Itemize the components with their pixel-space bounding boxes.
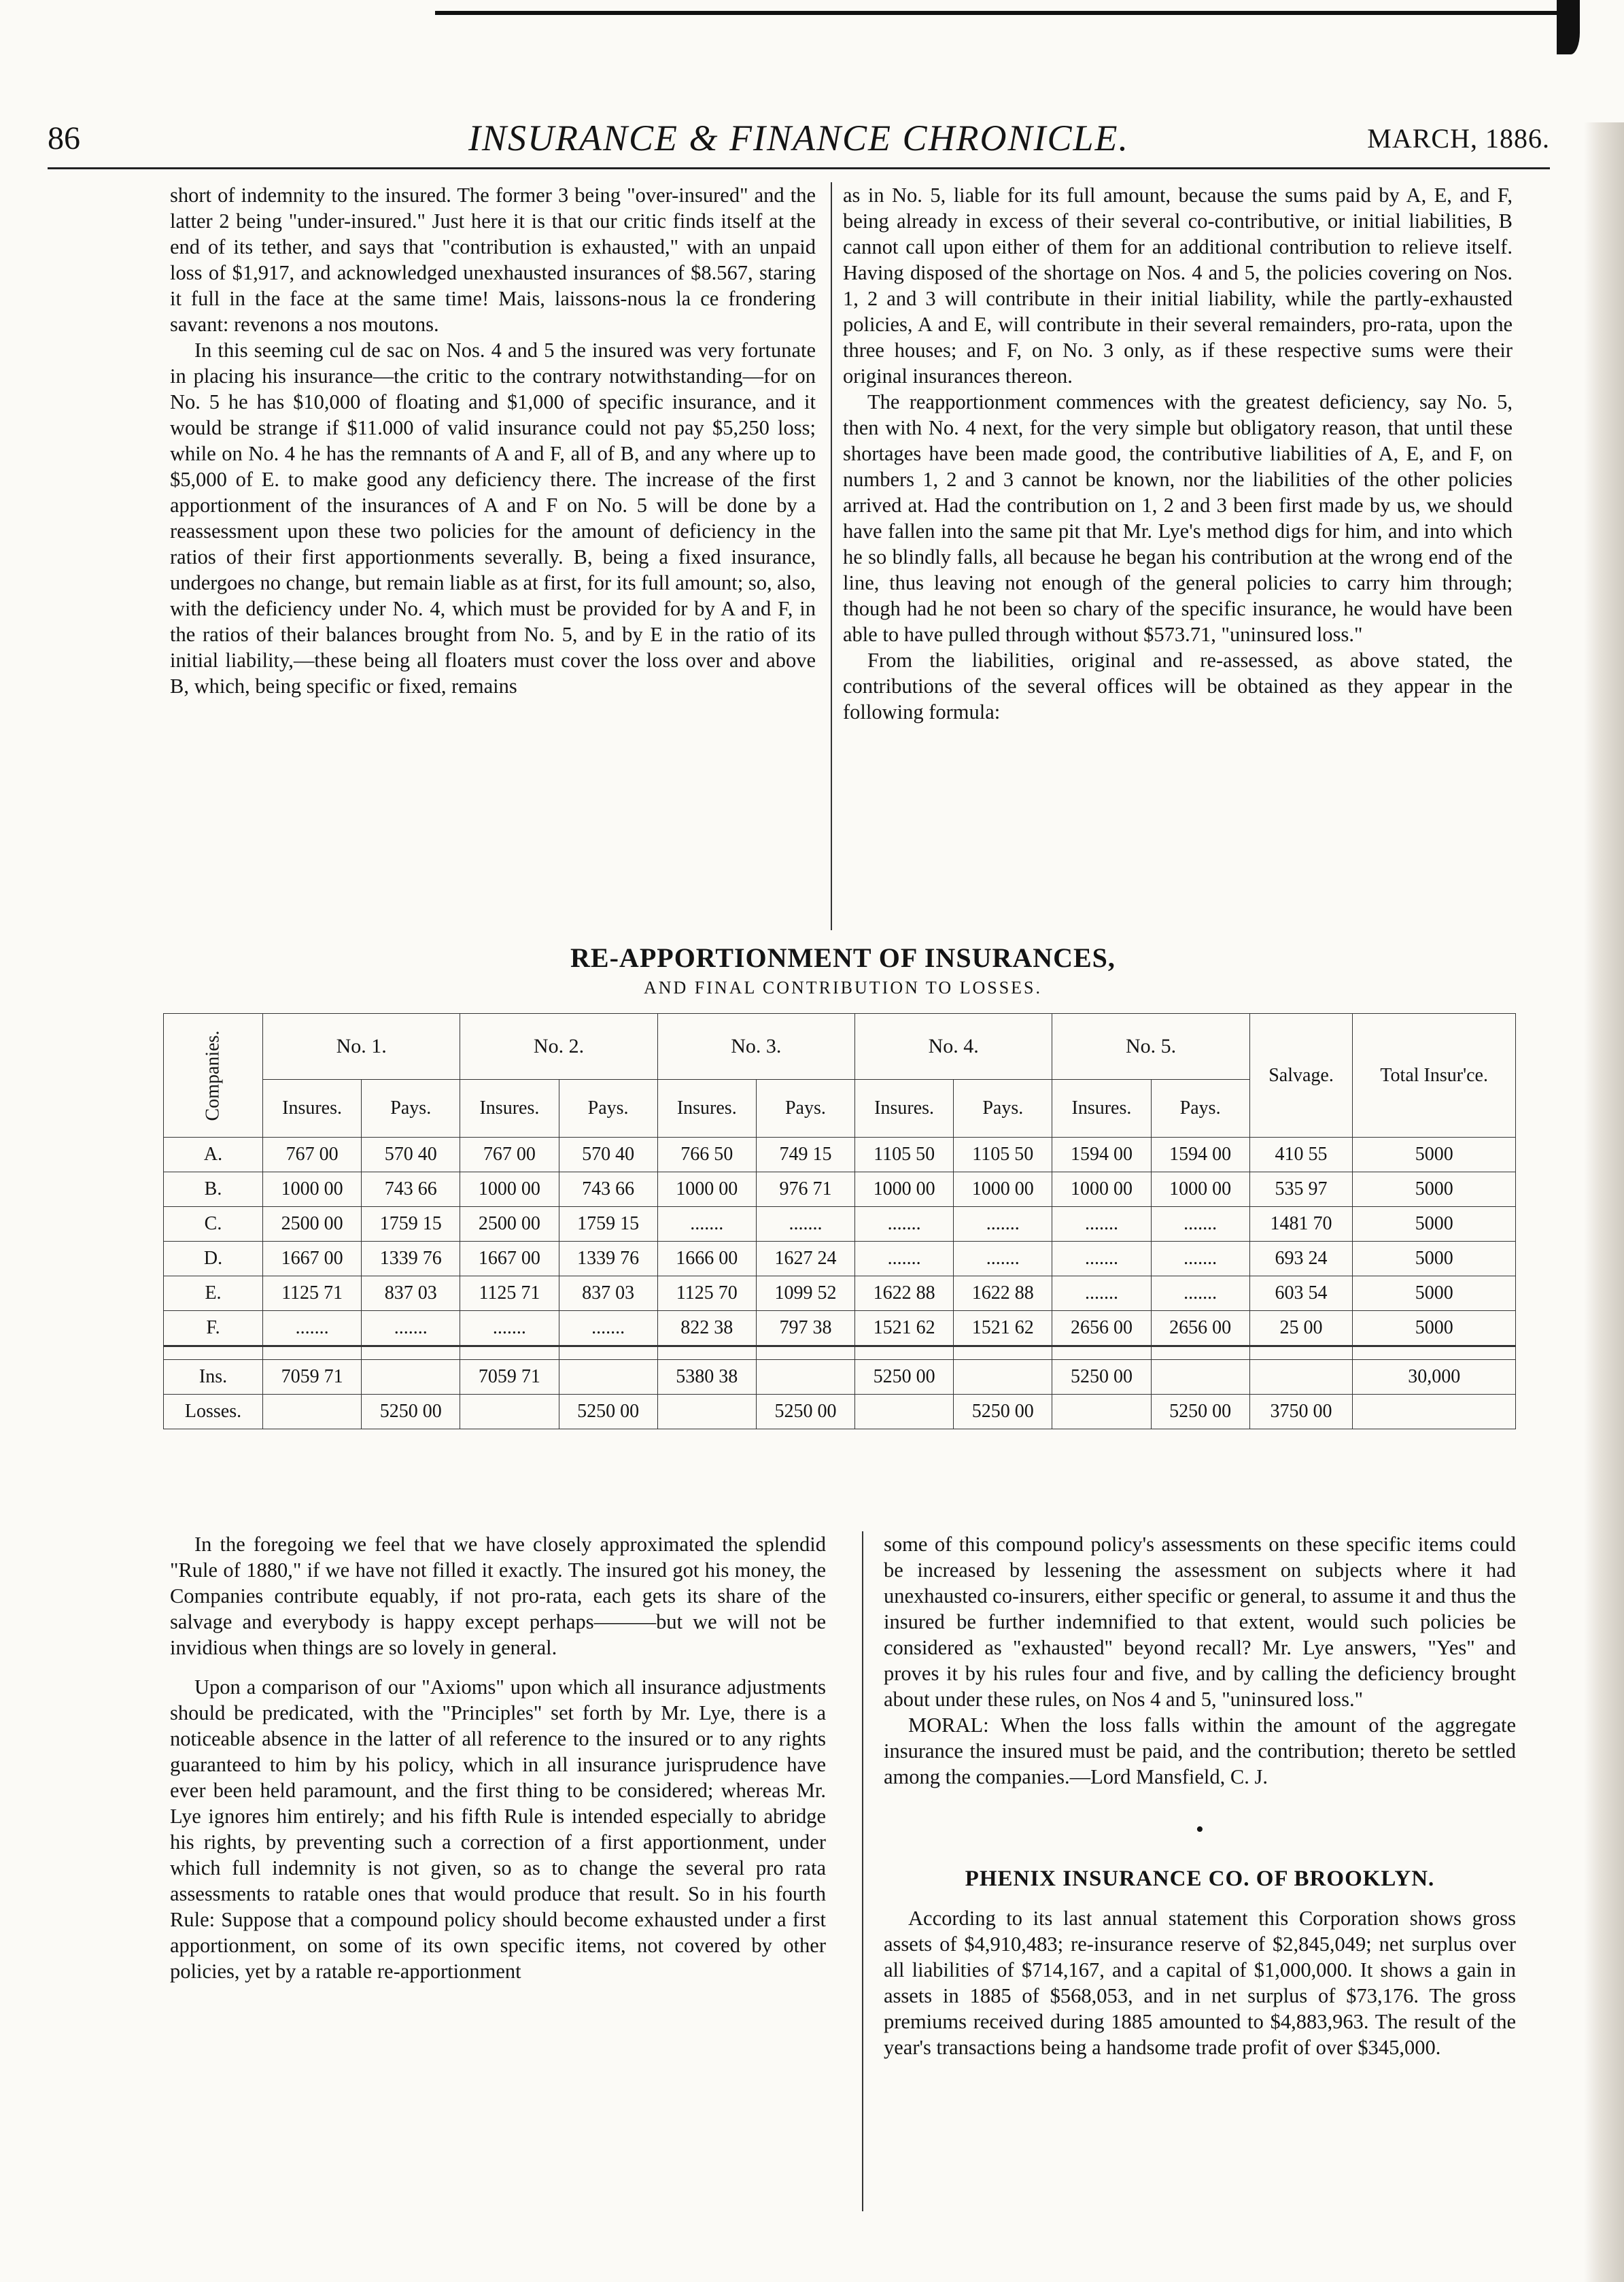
paragraph: In this seeming cul de sac on Nos. 4 and 5 the insured was very fortunate in placing his insurance—the critic to the contrary notwithstanding—for on No. 5 he has $10,000 of floating and $1,000 of specific insurance, and it would be strange if $11.000 of valid insurance could not pay $5,250 loss; while on No. 4 he has the remnants of A and F, all of B, and any where up to $5,000 of E. to make good any deficiency there. The increase of the first apportionment of the insurances of A and F on No. 5 will be done by a reassessment upon these two policies for the amount of deficiency in the ratios of their first apportionments severally. B, being a fixed insurance, undergoes no change, but remain liable as at first, for its full amount; so, also, with the deficiency under No. 4, which must be provided for by A and F, in the ratios of their balances brought from No. 5, and by E in the ratio of its initial liability,—these being all floaters must cover the loss over and above B, which, being specific or fixed, remains xyxy=(170,339,816,698)
table-cell: 5000 xyxy=(1353,1242,1516,1276)
table-cell xyxy=(1151,1360,1249,1395)
reapportionment-table-container xyxy=(163,1013,1516,1516)
paragraph: as in No. 5, liable for its full amount, because the sums paid by A, E, and F, being already in excess of their several co-contributive, or initial liabilities, B cannot call upon either of them for an additional contribution to relieve itself. Having disposed of the shortage on Nos. 4 and 5, the policies covering on Nos. 1, 2 and 3 will contribute in their initial liability, while the partly-exhausted policies, A and E, will contribute in their several remainders, pro-rata, upon the three houses; and F, on No. 3 only, as if these respective sums were their original insurances thereon. xyxy=(843,184,1513,388)
table-cell: 3750 00 xyxy=(1249,1395,1353,1429)
table-cell: ....... xyxy=(1052,1207,1151,1242)
table-cell: ....... xyxy=(263,1311,362,1346)
table-row xyxy=(164,1242,1516,1276)
table-cell: ....... xyxy=(559,1311,657,1346)
table-cell: 1105 50 xyxy=(855,1138,954,1172)
table-cell: 766 50 xyxy=(657,1138,756,1172)
insures-header: Insures. xyxy=(263,1080,362,1138)
table-cell: 1000 00 xyxy=(954,1172,1052,1207)
moral-paragraph: MORAL: When the loss falls within the amount of the aggregate insurance the insured must be paid, and the contribution; thereto be settled among the companies.—Lord Mansfield, C. J. xyxy=(884,1714,1516,1788)
table-cell: 5250 00 xyxy=(559,1395,657,1429)
table-cell: 1000 00 xyxy=(855,1172,954,1207)
table-cell: 1099 52 xyxy=(756,1276,854,1311)
table-cell: 603 54 xyxy=(1249,1276,1353,1311)
insures-header: Insures. xyxy=(460,1080,559,1138)
table-cell: ....... xyxy=(954,1242,1052,1276)
table-cell: 797 38 xyxy=(756,1311,854,1346)
salvage-header: Salvage. xyxy=(1249,1014,1353,1138)
table-row xyxy=(164,1172,1516,1207)
paragraph: short of indemnity to the insured. The former 3 being "over-insured" and the latter 2 being "under-insured." Just here it is that our critic finds itself at the end of its tether, and says that "contribution is exhausted," with an unpaid loss of $1,917, and acknowledged unexhausted insurances of $8.567, staring it full in the face at the same time! Mais, laissons-nous la ce frondering savant: revenons a nos moutons. xyxy=(170,184,816,336)
companies-label: Companies. xyxy=(202,1030,224,1121)
table-cell xyxy=(1353,1395,1516,1429)
top-border-rule xyxy=(435,11,1563,15)
table-cell: 767 00 xyxy=(263,1138,362,1172)
paragraph: some of this compound policy's assessments on these specific items could be increased by lessening the assessment on subjects where it had unexhausted co-insurers, either specific or general, to assume it and thus the insured be further indemnified to that extent, would such policies be considered as "exhausted" beyond recall? Mr. Lye answers, "Yes" and proves it by his rules four and five, and by calling the deficiency brought about under these rules, on Nos 4 and 5, "uninsured loss." xyxy=(884,1533,1516,1711)
table-cell: 1521 62 xyxy=(954,1311,1052,1346)
company-label: A. xyxy=(164,1138,263,1172)
table-cell: 570 40 xyxy=(362,1138,460,1172)
article-column-right-top xyxy=(843,182,1513,725)
table-cell xyxy=(954,1360,1052,1395)
table-cell: 743 66 xyxy=(559,1172,657,1207)
page-number: 86 xyxy=(48,120,80,156)
table-cell xyxy=(1052,1395,1151,1429)
phenix-heading: PHENIX INSURANCE CO. OF BROOKLYN. xyxy=(965,1867,1435,1891)
paragraph: In the foregoing we feel that we have closely approximated the splendid "Rule of 1880," if we have not filled it exactly. The insured got his money, the Companies contribute equably, if not pro-rata, each gets its share of the salvage and everybody is happy except perhaps———but we will not be invidious when things are so lovely in general. xyxy=(170,1533,826,1659)
table-cell: 5000 xyxy=(1353,1138,1516,1172)
table-cell: 7059 71 xyxy=(263,1360,362,1395)
table-cell: 1666 00 xyxy=(657,1242,756,1276)
table-cell: 5000 xyxy=(1353,1311,1516,1346)
table-cell: 25 00 xyxy=(1249,1311,1353,1346)
table-cell: 1594 00 xyxy=(1052,1138,1151,1172)
table-cell: 1000 00 xyxy=(263,1172,362,1207)
page-edge-mark xyxy=(1557,0,1580,54)
table-cell: 570 40 xyxy=(559,1138,657,1172)
table-cell: 5250 00 xyxy=(954,1395,1052,1429)
table-heading: RE-APPORTIONMENT OF INSURANCES, xyxy=(570,942,1116,973)
table-cell: 743 66 xyxy=(362,1172,460,1207)
pays-header: Pays. xyxy=(362,1080,460,1138)
table-cell: 767 00 xyxy=(460,1138,559,1172)
pays-header: Pays. xyxy=(954,1080,1052,1138)
table-row xyxy=(164,1138,1516,1172)
table-cell: ....... xyxy=(657,1207,756,1242)
table-cell: 1759 15 xyxy=(362,1207,460,1242)
table-cell: 1521 62 xyxy=(855,1311,954,1346)
table-cell: 1667 00 xyxy=(263,1242,362,1276)
group-header: No. 3. xyxy=(657,1014,854,1080)
table-cell: 535 97 xyxy=(1249,1172,1353,1207)
page-binding-shadow xyxy=(1584,122,1624,2282)
table-cell xyxy=(657,1395,756,1429)
header-rule xyxy=(48,167,1550,169)
table-cell: ....... xyxy=(1151,1276,1249,1311)
table-cell: 5250 00 xyxy=(1151,1395,1249,1429)
table-cell: ....... xyxy=(756,1207,854,1242)
article-column-left-top xyxy=(170,182,816,699)
table-cell: 5000 xyxy=(1353,1207,1516,1242)
paragraph: From the liabilities, original and re-assessed, as above stated, the contributions of the several offices will be obtained as they appear in the following formula: xyxy=(843,649,1513,723)
table-cell xyxy=(1249,1360,1353,1395)
companies-header xyxy=(164,1014,263,1138)
company-label: C. xyxy=(164,1207,263,1242)
insures-header: Insures. xyxy=(855,1080,954,1138)
company-label: D. xyxy=(164,1242,263,1276)
table-cell: 1125 70 xyxy=(657,1276,756,1311)
table-cell xyxy=(756,1360,854,1395)
table-cell: 1622 88 xyxy=(954,1276,1052,1311)
table-cell xyxy=(263,1395,362,1429)
table-cell: 1667 00 xyxy=(460,1242,559,1276)
table-cell: 5000 xyxy=(1353,1172,1516,1207)
group-header: No. 5. xyxy=(1052,1014,1249,1080)
table-cell: 1339 76 xyxy=(559,1242,657,1276)
insures-header: Insures. xyxy=(1052,1080,1151,1138)
losses-row xyxy=(164,1395,1516,1429)
table-cell: 1594 00 xyxy=(1151,1138,1249,1172)
table-cell: 1000 00 xyxy=(460,1172,559,1207)
journal-title: INSURANCE & FINANCE CHRONICLE. xyxy=(468,118,1129,158)
insures-header: Insures. xyxy=(657,1080,756,1138)
company-label: E. xyxy=(164,1276,263,1311)
table-subheading: AND FINAL CONTRIBUTION TO LOSSES. xyxy=(643,978,1043,998)
table-cell: ....... xyxy=(855,1207,954,1242)
table-cell: 1125 71 xyxy=(460,1276,559,1311)
table-cell: 837 03 xyxy=(559,1276,657,1311)
table-cell: 30,000 xyxy=(1353,1360,1516,1395)
table-cell: 2500 00 xyxy=(460,1207,559,1242)
table-cell: 822 38 xyxy=(657,1311,756,1346)
ins-total-row xyxy=(164,1360,1516,1395)
group-header: No. 4. xyxy=(855,1014,1052,1080)
table-cell: 5250 00 xyxy=(1052,1360,1151,1395)
column-divider xyxy=(862,1531,863,2211)
table-cell: 5000 xyxy=(1353,1276,1516,1311)
table-cell: 1000 00 xyxy=(657,1172,756,1207)
table-cell: 1759 15 xyxy=(559,1207,657,1242)
table-cell: 976 71 xyxy=(756,1172,854,1207)
page-header xyxy=(48,114,1550,169)
company-label: F. xyxy=(164,1311,263,1346)
table-spacer-row xyxy=(164,1346,1516,1360)
group-header: No. 1. xyxy=(263,1014,460,1080)
paragraph: The reapportionment commences with the greatest deficiency, say No. 5, then with No. 4 next, for the very simple but obligatory reason, that until these shortages have been made good, the contributive liabilities of A, E, and F, on numbers 1, 2 and 3 cannot be known, nor the liabilities of the other policies arrived at. Had the contribution on 1, 2 and 3 been first made by us, we should have fallen into the same pit that Mr. Lye's method digs for him, and into which he so blindly falls, all because he began his contribution at the wrong end of the line, thus leaving not enough of the general policies to carry him through; though had he not been so chary of the specific insurance, he would have been able to have pulled through without $573.71, "uninsured loss." xyxy=(843,390,1513,646)
pays-header: Pays. xyxy=(756,1080,854,1138)
table-cell: 2656 00 xyxy=(1052,1311,1151,1346)
table-cell: ....... xyxy=(1052,1276,1151,1311)
phenix-paragraph: According to its last annual statement this Corporation shows gross assets of $4,910,483; re-insurance reserve of $2,845,049; net surplus over all liabilities of $714,167, and a capital of $1,000,000. It shows a gain in assets in 1885 of $568,053, and in net surplus of $73,176. The gross premiums received during 1885 amounted to $4,883,963. The result of the year's transactions being a handsome trade profit of over $345,000. xyxy=(884,1907,1516,2059)
column-divider xyxy=(831,182,832,930)
table-cell: 410 55 xyxy=(1249,1138,1353,1172)
table-cell: 2500 00 xyxy=(263,1207,362,1242)
row-label: Ins. xyxy=(164,1360,263,1395)
table-cell: ....... xyxy=(460,1311,559,1346)
table-cell xyxy=(559,1360,657,1395)
table-cell: 5380 38 xyxy=(657,1360,756,1395)
table-cell xyxy=(362,1360,460,1395)
section-separator: • xyxy=(1196,1817,1204,1842)
reapportionment-table xyxy=(163,1013,1516,1429)
group-header: No. 2. xyxy=(460,1014,657,1080)
table-cell: 1339 76 xyxy=(362,1242,460,1276)
table-cell: ....... xyxy=(1151,1207,1249,1242)
table-cell: 5250 00 xyxy=(855,1360,954,1395)
total-insurance-header: Total Insur'ce. xyxy=(1353,1014,1516,1138)
table-cell xyxy=(460,1395,559,1429)
table-cell: 1627 24 xyxy=(756,1242,854,1276)
paragraph: Upon a comparison of our "Axioms" upon which all insurance adjustments should be predicated, with the "Principles" set forth by Mr. Lye, there is a noticeable absence in the latter of all reference to the insured or to any rights guaranteed to him by his policy, which in all insurance jurisprudence have ever been held paramount, and the first thing to be considered; whereas Mr. Lye ignores him entirely; and his fifth Rule is intended especially to abridge his rights, by preventing such a correction of a first apportionment, under which full indemnity is not given, so as to change the several pro rata assessments to ratable ones that would produce that result. So in his fourth Rule: Suppose that a compound policy should become exhausted under a first apportionment, on some of its own specific items, not covered by other policies, yet by a ratable re-apportionment xyxy=(170,1675,826,1983)
table-cell: 1000 00 xyxy=(1151,1172,1249,1207)
table-cell: 7059 71 xyxy=(460,1360,559,1395)
table-cell: 5250 00 xyxy=(362,1395,460,1429)
issue-date: MARCH, 1886. xyxy=(1367,123,1550,154)
table-cell: 693 24 xyxy=(1249,1242,1353,1276)
table-cell: 1622 88 xyxy=(855,1276,954,1311)
article-column-left-bottom xyxy=(170,1531,826,1984)
table-cell: 1000 00 xyxy=(1052,1172,1151,1207)
table-row xyxy=(164,1311,1516,1346)
pays-header: Pays. xyxy=(559,1080,657,1138)
table-cell: ....... xyxy=(954,1207,1052,1242)
table-cell: 1105 50 xyxy=(954,1138,1052,1172)
table-cell: ....... xyxy=(1052,1242,1151,1276)
article-column-right-bottom xyxy=(884,1531,1516,2060)
table-cell: 1481 70 xyxy=(1249,1207,1353,1242)
table-cell: 1125 71 xyxy=(263,1276,362,1311)
company-label: B. xyxy=(164,1172,263,1207)
table-cell: 5250 00 xyxy=(756,1395,854,1429)
table-row xyxy=(164,1207,1516,1242)
table-cell: ....... xyxy=(855,1242,954,1276)
table-cell: ....... xyxy=(1151,1242,1249,1276)
table-cell: ....... xyxy=(362,1311,460,1346)
pays-header: Pays. xyxy=(1151,1080,1249,1138)
table-cell: 837 03 xyxy=(362,1276,460,1311)
table-cell: 749 15 xyxy=(756,1138,854,1172)
table-cell xyxy=(855,1395,954,1429)
row-label: Losses. xyxy=(164,1395,263,1429)
table-row xyxy=(164,1276,1516,1311)
table-cell: 2656 00 xyxy=(1151,1311,1249,1346)
